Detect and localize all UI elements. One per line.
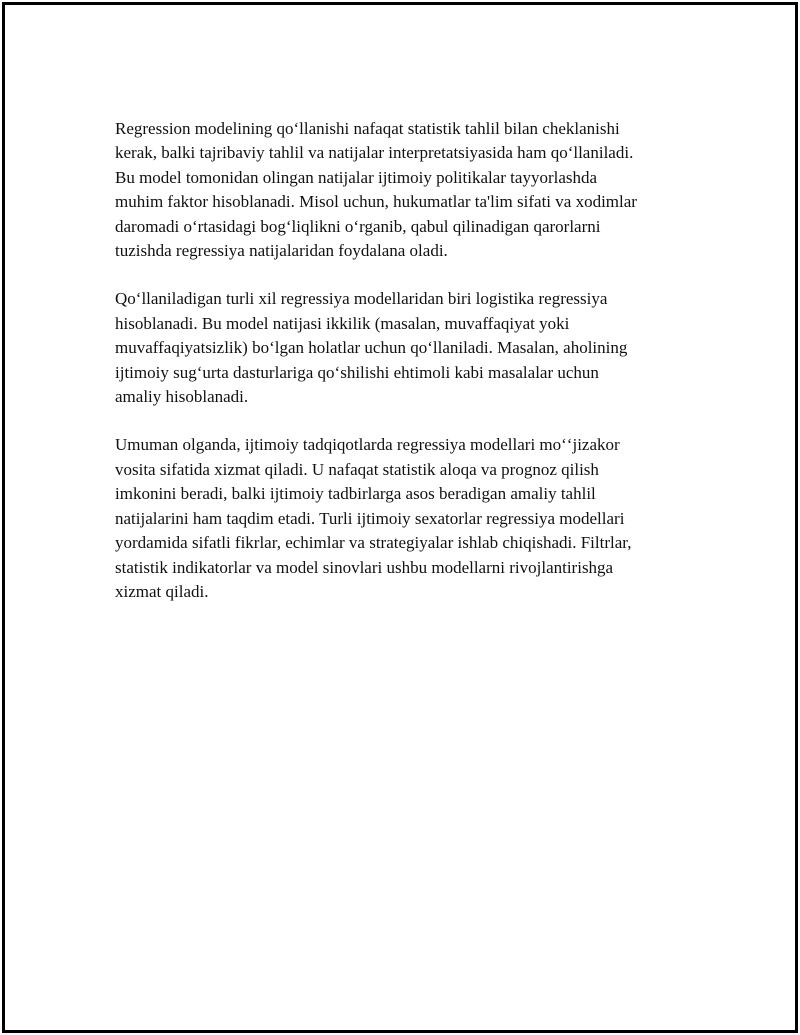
paragraph-regression-application: Regression modelining qoʻllanishi nafaqat statistik tahlil bilan cheklanishi kerak, balki tajribaviy tahlil va natijalar interpretatsiyasida ham qoʻllaniladi. Bu model tomonidan olingan natijalar ijtimoiy politikalar tayyorlashda muhim faktor hisoblanadi. Misol uchun, hukumatlar ta'lim sifati va xodimlar daromadi oʻrtasidagi bogʻliqlikni oʻrganib, qabul qilinadigan qarorlarni tuzishda regressiya natijalaridan foydalana oladi. (115, 119, 637, 261)
paragraph-logistic-regression: Qoʻllaniladigan turli xil regressiya modellaridan biri logistika regressiya hisoblanadi. Bu model natijasi ikkilik (masalan, muvaffaqiyat yoki muvaffaqiyatsizlik) boʻlgan holatlar uchun qoʻllaniladi. Masalan, aholining ijtimoiy sugʻurta dasturlariga qoʻshilishi ehtimoli kabi masalalar uchun amaliy hisoblanadi. (115, 289, 628, 407)
document-body (115, 117, 695, 628)
paragraph-conclusion: Umuman olganda, ijtimoiy tadqiqotlarda regressiya modellari moʻʻjizakor vosita sifatida xizmat qiladi. U nafaqat statistik aloqa va prognoz qilish imkonini beradi, balki ijtimoiy tadbirlarga asos beradigan amaliy tahlil natijalarini ham taqdim etadi. Turli ijtimoiy sexatorlar regressiya modellari yordamida sifatli fikrlar, echimlar va strategiyalar ishlab chiqishadi. Filtrlar, statistik indikatorlar va model sinovlari ushbu modellarni rivojlantirishga xizmat qiladi. (115, 435, 632, 601)
